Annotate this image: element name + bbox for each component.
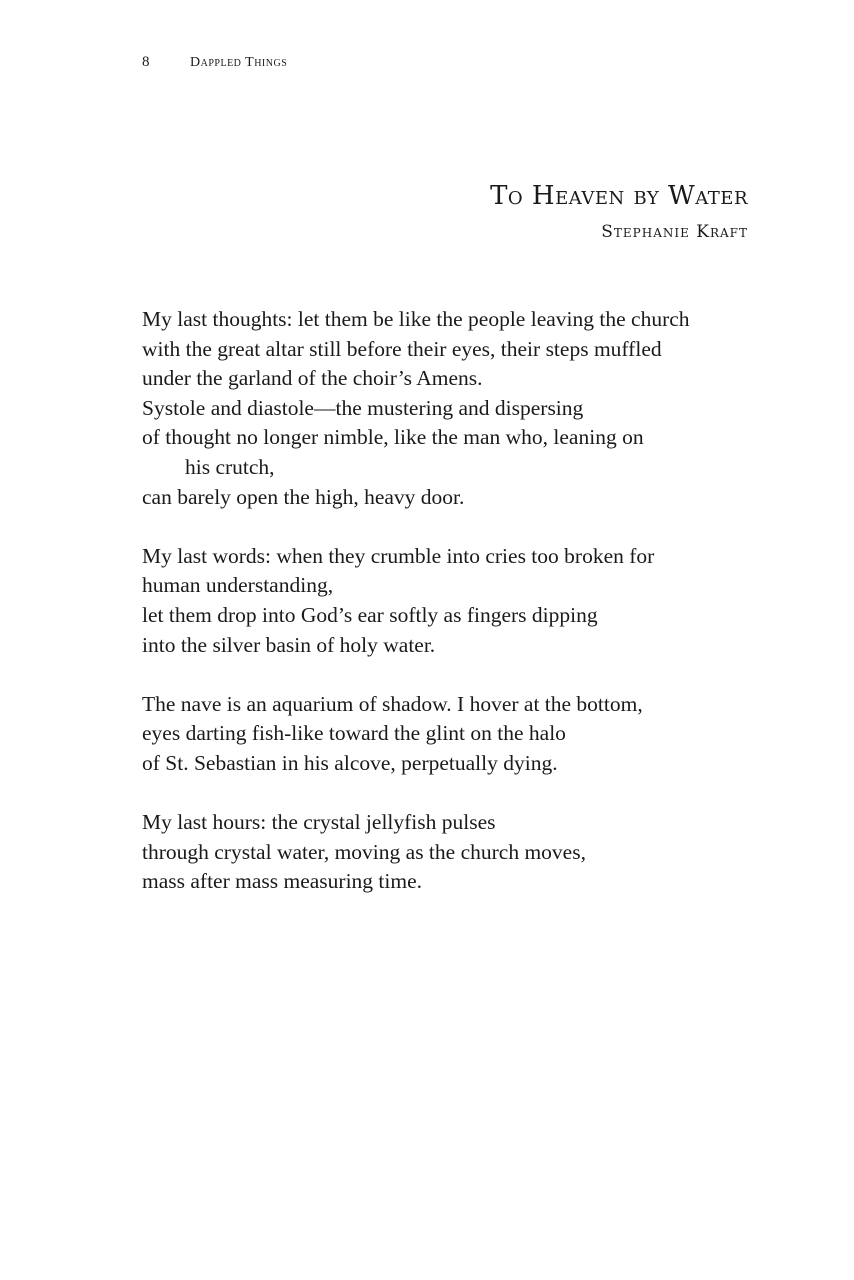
poem-line: his crutch, — [185, 454, 275, 479]
poem-line: through crystal water, moving as the church moves, — [142, 839, 586, 864]
poem-line: My last words: when they crumble into cries too broken for — [142, 543, 655, 568]
running-head — [142, 54, 287, 71]
stanza — [142, 808, 762, 897]
poem-line: with the great altar still before their eyes, their steps muffled — [142, 336, 662, 361]
poem-line: mass after mass measuring time. — [142, 869, 423, 894]
poem-line: of St. Sebastian in his alcove, perpetually dying. — [142, 750, 558, 775]
poem-body — [142, 305, 762, 926]
poem-line: under the garland of the choir’s Amens. — [142, 366, 483, 391]
poem-line: of thought no longer nimble, like the man who, leaning on — [142, 425, 644, 450]
page-number: 8 — [142, 54, 150, 70]
poem-title: To Heaven by Water — [490, 181, 748, 211]
poem-line: into the silver basin of holy water. — [142, 632, 436, 657]
poem-line: Systole and diastole—the mustering and dispersing — [142, 395, 584, 420]
poem-line: My last hours: the crystal jellyfish pulses — [142, 810, 496, 835]
poem-line: My last thoughts: let them be like the people leaving the church — [142, 307, 690, 331]
journal-name: Dappled Things — [190, 55, 288, 70]
poem-line: human understanding, — [142, 573, 334, 598]
stanza — [142, 690, 762, 779]
stanza — [142, 305, 762, 512]
title-block — [490, 178, 748, 244]
poem-line: can barely open the high, heavy door. — [142, 484, 465, 509]
poem-line: eyes darting fish-like toward the glint on the halo — [142, 721, 566, 746]
poem-line: let them drop into God’s ear softly as fingers dipping — [142, 602, 598, 627]
poem-line: The nave is an aquarium of shadow. I hover at the bottom, — [142, 691, 643, 716]
poem-author: Stephanie Kraft — [601, 222, 748, 242]
stanza — [142, 542, 762, 660]
